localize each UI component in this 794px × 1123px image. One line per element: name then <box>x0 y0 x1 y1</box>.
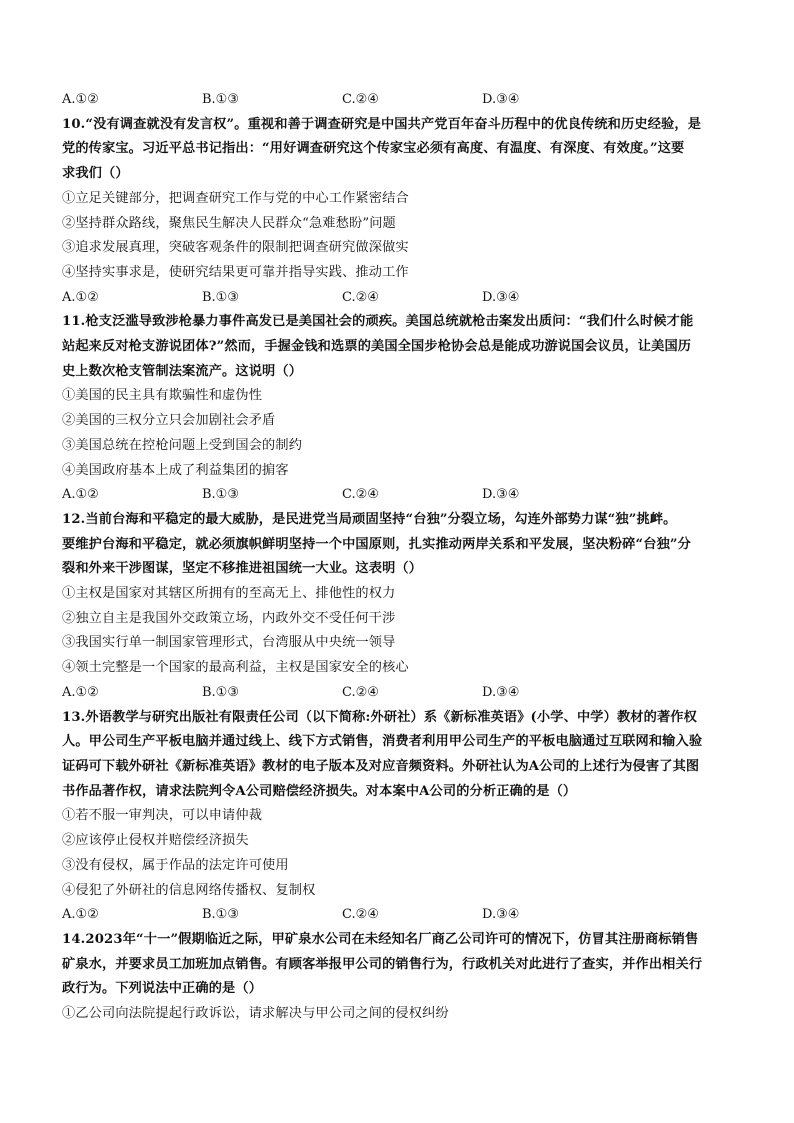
statement-2: ②应该停止侵权并赔偿经济损失 <box>62 833 249 849</box>
question-stem <box>62 928 734 1002</box>
question-11 <box>62 310 734 508</box>
question-12 <box>62 508 734 706</box>
answer-choices <box>62 88 734 113</box>
choice-a: A.①② <box>62 289 99 305</box>
choice-c: C.②④ <box>342 487 379 503</box>
stem-line: 证码可下载外研社《新标准英语》教材的电子版本及对应音频资料。外研社认为A公司的上述行为侵害了其图 <box>62 758 700 774</box>
stem-line: 人。甲公司生产平板电脑并通过线上、线下方式销售，消费者利用甲公司生产的平板电脑通过互联网和输入验 <box>62 734 703 750</box>
exam-page <box>62 88 734 1027</box>
choice-a: A.①② <box>62 684 99 700</box>
choice-a: A.①② <box>62 487 99 503</box>
stem-line: 求我们（） <box>62 166 129 182</box>
stem-line: 矿泉水，并要求员工加班加点销售。有顾客举报甲公司的销售行为，行政机关对此进行了查实，并作出相关行 <box>62 956 703 972</box>
statement-2: ②美国的三权分立只会加剧社会矛盾 <box>62 413 276 429</box>
question-stem <box>62 706 734 805</box>
statement-4: ④美国政府基本上成了利益集团的掮客 <box>62 462 289 478</box>
statement-3: ③我国实行单一制国家管理形式，台湾服从中央统一领导 <box>62 635 396 651</box>
choice-d: D.③④ <box>482 289 520 305</box>
choice-c: C.②④ <box>342 289 379 305</box>
stem-line: 站起来反对枪支游说团体?”然而，手握金钱和选票的美国全国步枪协会总是能成功游说国会议员，让美国历 <box>62 339 692 355</box>
choice-b: B.①③ <box>202 684 239 700</box>
answer-choices <box>62 483 734 508</box>
answer-choices <box>62 286 734 311</box>
stem-line: 政行为。下列说法中正确的是（） <box>62 981 263 997</box>
answer-choices <box>62 681 734 706</box>
statement-4: ④侵犯了外研社的信息网络传播权、复制权 <box>62 882 316 898</box>
question-statements <box>62 582 734 681</box>
stem-line: 14.2023年“十一”假期临近之际，甲矿泉水公司在未经知名厂商乙公司许可的情况下，仿冒其注册商标销售 <box>62 931 699 947</box>
question-14 <box>62 928 734 1027</box>
statement-4: ④领土完整是一个国家的最高利益，主权是国家安全的核心 <box>62 660 409 676</box>
question-stem <box>62 508 734 582</box>
stem-line: 党的传家宝。习近平总书记指出：“用好调查研究这个传家宝必须有高度、有温度、有深度、有效度。”这要 <box>62 141 685 157</box>
stem-line: 10.“没有调查就没有发言权”。重视和善于调查研究是中国共产党百年奋斗历程中的优良传统和历史经验，是 <box>62 116 702 132</box>
question-10 <box>62 113 734 311</box>
question-13 <box>62 706 734 928</box>
choice-d: D.③④ <box>482 92 520 107</box>
choice-d: D.③④ <box>482 907 520 923</box>
choice-b: B.①③ <box>202 92 239 107</box>
statement-1: ①主权是国家对其辖区所拥有的至高无上、排他性的权力 <box>62 586 396 602</box>
question-statements <box>62 804 734 903</box>
choice-d: D.③④ <box>482 487 520 503</box>
statement-1: ①乙公司向法院提起行政诉讼，请求解决与甲公司之间的侵权纠纷 <box>62 1006 449 1022</box>
question-statements <box>62 1002 734 1027</box>
stem-line: 史上数次枪支管制法案流产。这说明（） <box>62 363 303 379</box>
statement-1: ①立足关键部分，把调查研究工作与党的中心工作紧密结合 <box>62 190 409 206</box>
question-statements <box>62 187 734 286</box>
choice-c: C.②④ <box>342 684 379 700</box>
question-stem <box>62 310 734 384</box>
stem-line: 裂和外来干涉图谋，坚定不移推进祖国统一大业。这表明（） <box>62 561 423 577</box>
choice-b: B.①③ <box>202 487 239 503</box>
choice-c: C.②④ <box>342 907 379 923</box>
choice-d: D.③④ <box>482 684 520 700</box>
stem-line: 11.枪支泛滥导致涉枪暴力事件高发已是美国社会的顽疾。美国总统就枪击案发出质问：“我们什么时候才能 <box>62 314 694 330</box>
statement-3: ③美国总统在控枪问题上受到国会的制约 <box>62 437 303 453</box>
choice-c: C.②④ <box>342 92 379 107</box>
answer-choices <box>62 903 734 928</box>
stem-line: 12.当前台海和平稳定的最大威胁，是民进党当局顽固坚持“台独”分裂立场，勾连外部势力谋“独”挑衅。 <box>62 511 677 527</box>
question-stem <box>62 113 734 187</box>
statement-3: ③没有侵权，属于作品的法定许可使用 <box>62 857 289 873</box>
choice-b: B.①③ <box>202 907 239 923</box>
statement-1: ①美国的民主具有欺骗性和虚伪性 <box>62 388 263 404</box>
choice-b: B.①③ <box>202 289 239 305</box>
statement-4: ④坚持实事求是，使研究结果更可靠并指导实践、推动工作 <box>62 264 409 280</box>
statement-1: ①若不服一审判决，可以申请仲裁 <box>62 808 263 824</box>
statement-2: ②独立自主是我国外交政策立场，内政外交不受任何干涉 <box>62 610 396 626</box>
statement-2: ②坚持群众路线，聚焦民生解决人民群众“急难愁盼”问题 <box>62 215 396 231</box>
choice-a: A.①② <box>62 907 99 923</box>
stem-line: 要维护台海和平稳定，就必须旗帜鲜明坚持一个中国原则，扎实推动两岸关系和平发展，坚决粉碎“台独”分 <box>62 536 691 552</box>
question-statements <box>62 384 734 483</box>
statement-3: ③追求发展真理，突破客观条件的限制把调查研究做深做实 <box>62 240 409 256</box>
choice-a: A.①② <box>62 92 99 107</box>
stem-line: 13.外语教学与研究出版社有限责任公司（以下简称:外研社）系《新标准英语》(小学、中学）教材的著作权 <box>62 709 697 725</box>
stem-line: 书作品著作权，请求法院判令A公司赔偿经济损失。对本案中A公司的分析正确的是（） <box>62 783 577 799</box>
